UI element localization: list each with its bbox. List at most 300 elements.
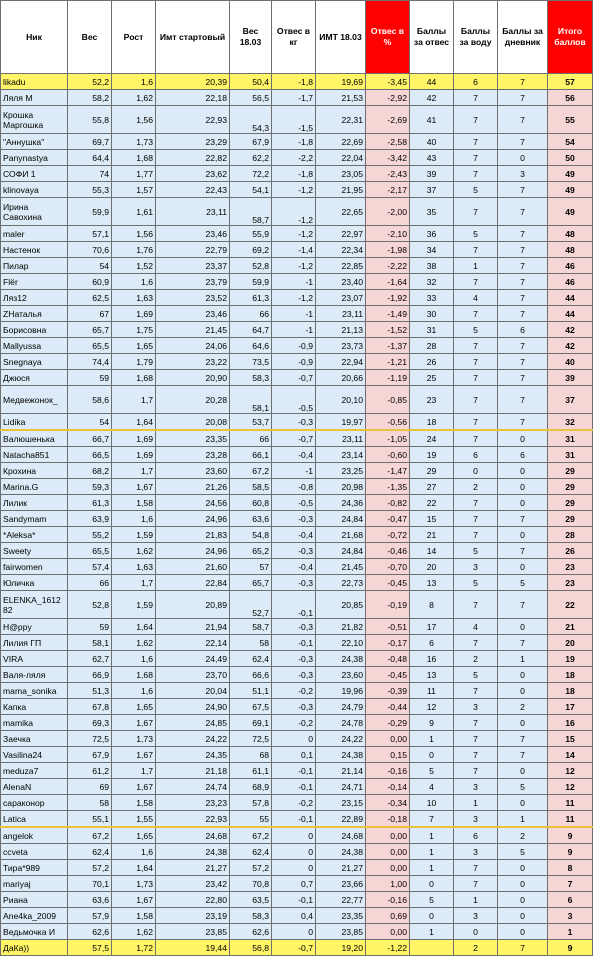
cell-weight: 63,9	[68, 511, 112, 527]
cell-bmi-date: 23,14	[316, 447, 366, 463]
cell-height: 1,59	[112, 591, 156, 619]
cell-weight-date: 58,7	[230, 619, 272, 635]
cell-points-diary: 7	[498, 274, 548, 290]
cell-bmi-date: 20,10	[316, 386, 366, 414]
cell-bmi-date: 23,25	[316, 463, 366, 479]
cell-loss-percent: -1,47	[366, 463, 410, 479]
cell-total-points: 7	[548, 876, 593, 892]
cell-loss-percent: -0,48	[366, 651, 410, 667]
cell-weight-date: 65,7	[230, 575, 272, 591]
cell-total-points: 26	[548, 543, 593, 559]
cell-points-water: 7	[454, 134, 498, 150]
cell-weight: 54	[68, 258, 112, 274]
cell-total-points: 42	[548, 322, 593, 338]
cell-nick: СОФИ 1	[1, 166, 68, 182]
cell-loss-kg: -1,2	[272, 226, 316, 242]
cell-bmi-date: 20,98	[316, 479, 366, 495]
cell-total-points: 49	[548, 198, 593, 226]
cell-total-points: 49	[548, 182, 593, 198]
cell-total-points: 15	[548, 731, 593, 747]
cell-nick: Борисовна	[1, 322, 68, 338]
cell-points-loss: 10	[410, 795, 454, 811]
cell-weight: 59,3	[68, 479, 112, 495]
table-row	[1, 226, 593, 242]
cell-height: 1,62	[112, 924, 156, 940]
cell-weight: 66,5	[68, 447, 112, 463]
cell-loss-kg: -1,8	[272, 134, 316, 150]
cell-loss-percent: -2,17	[366, 182, 410, 198]
cell-loss-kg: -1,2	[272, 290, 316, 306]
cell-weight-date: 58,5	[230, 479, 272, 495]
cell-total-points: 14	[548, 747, 593, 763]
cell-loss-percent: -0,70	[366, 559, 410, 575]
cell-loss-kg: 0	[272, 827, 316, 844]
cell-points-loss: 9	[410, 715, 454, 731]
cell-height: 1,7	[112, 575, 156, 591]
header-points-diary: Баллы за дневник	[498, 1, 548, 74]
cell-loss-kg: -0,1	[272, 635, 316, 651]
cell-total-points: 23	[548, 559, 593, 575]
cell-loss-kg: -0,3	[272, 414, 316, 431]
cell-loss-percent: -0,17	[366, 635, 410, 651]
cell-points-diary: 0	[498, 150, 548, 166]
cell-points-loss: 1	[410, 827, 454, 844]
cell-points-diary: 2	[498, 827, 548, 844]
cell-weight: 57,1	[68, 226, 112, 242]
cell-loss-percent: -1,19	[366, 370, 410, 386]
table-row	[1, 495, 593, 511]
cell-weight: 55,3	[68, 182, 112, 198]
cell-points-loss: 41	[410, 106, 454, 134]
cell-bmi-start: 23,19	[156, 908, 230, 924]
cell-height: 1,6	[112, 651, 156, 667]
cell-points-loss: 26	[410, 354, 454, 370]
cell-points-loss: 12	[410, 699, 454, 715]
cell-points-water: 6	[454, 447, 498, 463]
cell-loss-kg: -0,4	[272, 527, 316, 543]
cell-loss-kg: -0,2	[272, 795, 316, 811]
cell-points-diary: 7	[498, 635, 548, 651]
cell-loss-kg: 0	[272, 924, 316, 940]
cell-nick: Mallyussa	[1, 338, 68, 354]
cell-points-loss: 35	[410, 198, 454, 226]
cell-points-water: 3	[454, 779, 498, 795]
table-row	[1, 763, 593, 779]
table-row	[1, 779, 593, 795]
cell-weight-date: 63,6	[230, 511, 272, 527]
cell-points-loss: 7	[410, 811, 454, 828]
cell-weight: 74	[68, 166, 112, 182]
cell-bmi-start: 24,96	[156, 511, 230, 527]
table-row	[1, 322, 593, 338]
cell-weight-date: 60,8	[230, 495, 272, 511]
cell-height: 1,67	[112, 715, 156, 731]
cell-total-points: 48	[548, 226, 593, 242]
cell-weight-date: 57	[230, 559, 272, 575]
cell-points-diary: 2	[498, 699, 548, 715]
cell-loss-kg: 0,1	[272, 747, 316, 763]
cell-weight: 66,7	[68, 430, 112, 447]
cell-weight: 67,8	[68, 699, 112, 715]
cell-total-points: 56	[548, 90, 593, 106]
cell-nick: Sandymam	[1, 511, 68, 527]
cell-bmi-start: 22,43	[156, 182, 230, 198]
cell-bmi-start: 20,39	[156, 74, 230, 90]
cell-points-diary: 7	[498, 106, 548, 134]
table-row	[1, 338, 593, 354]
cell-bmi-start: 23,29	[156, 134, 230, 150]
cell-nick: Ведьмочка И	[1, 924, 68, 940]
cell-total-points: 21	[548, 619, 593, 635]
cell-loss-kg: -1,8	[272, 74, 316, 90]
cell-loss-percent: -1,05	[366, 430, 410, 447]
cell-bmi-date: 23,60	[316, 667, 366, 683]
cell-loss-kg: -2,2	[272, 150, 316, 166]
cell-weight: 67,2	[68, 827, 112, 844]
cell-points-diary: 0	[498, 527, 548, 543]
cell-weight-date: 52,7	[230, 591, 272, 619]
cell-loss-percent: 0,15	[366, 747, 410, 763]
cell-height: 1,6	[112, 274, 156, 290]
cell-weight-date: 58,7	[230, 198, 272, 226]
cell-loss-kg: -1,2	[272, 198, 316, 226]
cell-total-points: 37	[548, 386, 593, 414]
cell-bmi-date: 20,85	[316, 591, 366, 619]
cell-loss-percent: 0,00	[366, 844, 410, 860]
cell-height: 1,6	[112, 511, 156, 527]
cell-points-loss: 44	[410, 74, 454, 90]
cell-points-water: 3	[454, 908, 498, 924]
cell-points-water: 4	[454, 290, 498, 306]
cell-loss-kg: -0,2	[272, 715, 316, 731]
header-bmi-date: ИМТ 18.03	[316, 1, 366, 74]
cell-points-loss: 20	[410, 559, 454, 575]
cell-loss-percent: -2,43	[366, 166, 410, 182]
table-row	[1, 527, 593, 543]
cell-points-loss: 25	[410, 370, 454, 386]
table-row	[1, 667, 593, 683]
cell-points-loss: 38	[410, 258, 454, 274]
cell-bmi-date: 23,66	[316, 876, 366, 892]
cell-points-water: 2	[454, 651, 498, 667]
cell-nick: mama_sonika	[1, 683, 68, 699]
cell-bmi-start: 21,27	[156, 860, 230, 876]
cell-total-points: 29	[548, 511, 593, 527]
cell-points-diary: 7	[498, 731, 548, 747]
cell-bmi-start: 24,06	[156, 338, 230, 354]
cell-weight-date: 62,4	[230, 651, 272, 667]
cell-bmi-date: 24,79	[316, 699, 366, 715]
table-row	[1, 651, 593, 667]
cell-nick: Ирина Савохина	[1, 198, 68, 226]
cell-weight: 68,2	[68, 463, 112, 479]
cell-weight-date: 53,7	[230, 414, 272, 431]
cell-points-loss: 27	[410, 479, 454, 495]
cell-loss-percent: -0,39	[366, 683, 410, 699]
cell-bmi-start: 22,93	[156, 811, 230, 828]
cell-points-water: 7	[454, 338, 498, 354]
cell-nick: Юличка	[1, 575, 68, 591]
cell-nick: Лилия ГП	[1, 635, 68, 651]
cell-weight-date: 51,1	[230, 683, 272, 699]
table-row	[1, 182, 593, 198]
cell-points-loss: 15	[410, 511, 454, 527]
cell-bmi-date: 23,85	[316, 924, 366, 940]
cell-loss-percent: -3,42	[366, 150, 410, 166]
cell-total-points: 32	[548, 414, 593, 431]
cell-height: 1,52	[112, 258, 156, 274]
table-row	[1, 258, 593, 274]
cell-weight: 66,9	[68, 667, 112, 683]
header-row	[1, 1, 593, 74]
cell-loss-percent: -0,82	[366, 495, 410, 511]
cell-points-water: 6	[454, 74, 498, 90]
cell-loss-percent: -0,44	[366, 699, 410, 715]
cell-points-diary: 1	[498, 811, 548, 828]
cell-points-water: 7	[454, 106, 498, 134]
cell-bmi-date: 21,95	[316, 182, 366, 198]
cell-points-water: 1	[454, 795, 498, 811]
cell-bmi-start: 20,08	[156, 414, 230, 431]
cell-points-water: 7	[454, 511, 498, 527]
cell-height: 1,65	[112, 827, 156, 844]
cell-bmi-date: 22,85	[316, 258, 366, 274]
cell-loss-kg: -0,7	[272, 940, 316, 956]
cell-bmi-date: 24,71	[316, 779, 366, 795]
cell-height: 1,77	[112, 166, 156, 182]
cell-bmi-start: 21,45	[156, 322, 230, 338]
cell-weight: 54	[68, 414, 112, 431]
cell-points-water: 7	[454, 635, 498, 651]
cell-weight-date: 58,3	[230, 908, 272, 924]
cell-total-points: 23	[548, 575, 593, 591]
cell-loss-kg: -1,7	[272, 90, 316, 106]
cell-weight-date: 67,9	[230, 134, 272, 150]
table-row	[1, 924, 593, 940]
cell-weight: 58,2	[68, 90, 112, 106]
cell-weight-date: 67,2	[230, 463, 272, 479]
cell-bmi-start: 23,42	[156, 876, 230, 892]
cell-points-water: 0	[454, 463, 498, 479]
cell-loss-kg: -1,2	[272, 258, 316, 274]
table-row	[1, 591, 593, 619]
table-row	[1, 892, 593, 908]
cell-bmi-date: 22,89	[316, 811, 366, 828]
cell-bmi-start: 21,94	[156, 619, 230, 635]
cell-weight-date: 58,1	[230, 386, 272, 414]
cell-loss-kg: -0,8	[272, 479, 316, 495]
cell-height: 1,67	[112, 892, 156, 908]
cell-weight-date: 56,5	[230, 90, 272, 106]
cell-height: 1,79	[112, 354, 156, 370]
cell-loss-kg: -0,7	[272, 370, 316, 386]
table-row	[1, 150, 593, 166]
cell-points-diary: 0	[498, 924, 548, 940]
cell-loss-percent: -2,92	[366, 90, 410, 106]
cell-bmi-start: 22,93	[156, 106, 230, 134]
cell-bmi-start: 23,60	[156, 463, 230, 479]
cell-weight-date: 62,2	[230, 150, 272, 166]
cell-total-points: 29	[548, 495, 593, 511]
cell-weight: 61,3	[68, 495, 112, 511]
cell-nick: Крошка Маргошка	[1, 106, 68, 134]
cell-total-points: 44	[548, 306, 593, 322]
cell-nick: ДаКа))	[1, 940, 68, 956]
cell-points-water: 7	[454, 198, 498, 226]
table-row	[1, 715, 593, 731]
cell-points-water: 1	[454, 258, 498, 274]
cell-total-points: 11	[548, 795, 593, 811]
cell-weight: 62,7	[68, 651, 112, 667]
cell-weight: 57,5	[68, 940, 112, 956]
cell-loss-kg: -0,1	[272, 892, 316, 908]
cell-loss-kg: 0	[272, 844, 316, 860]
cell-points-water: 1	[454, 892, 498, 908]
cell-points-water: 7	[454, 763, 498, 779]
cell-loss-kg: -0,9	[272, 354, 316, 370]
cell-height: 1,58	[112, 908, 156, 924]
cell-loss-kg: -0,3	[272, 651, 316, 667]
cell-height: 1,58	[112, 495, 156, 511]
cell-bmi-start: 20,28	[156, 386, 230, 414]
cell-loss-kg: -1	[272, 274, 316, 290]
cell-points-loss: 34	[410, 242, 454, 258]
cell-loss-kg: -1,4	[272, 242, 316, 258]
cell-nick: Лилик	[1, 495, 68, 511]
cell-nick: Валюшенька	[1, 430, 68, 447]
cell-bmi-date: 22,04	[316, 150, 366, 166]
cell-loss-percent: -0,51	[366, 619, 410, 635]
cell-nick: Ляля М	[1, 90, 68, 106]
cell-loss-percent: 0,00	[366, 827, 410, 844]
cell-points-water: 7	[454, 386, 498, 414]
cell-weight-date: 73,5	[230, 354, 272, 370]
cell-points-loss: 28	[410, 338, 454, 354]
cell-height: 1,69	[112, 447, 156, 463]
cell-bmi-start: 23,46	[156, 226, 230, 242]
cell-points-diary: 0	[498, 559, 548, 575]
cell-weight-date: 66	[230, 306, 272, 322]
cell-height: 1,76	[112, 242, 156, 258]
cell-points-water: 7	[454, 150, 498, 166]
cell-points-water: 7	[454, 90, 498, 106]
table-row	[1, 370, 593, 386]
cell-total-points: 1	[548, 924, 593, 940]
cell-total-points: 29	[548, 479, 593, 495]
cell-bmi-date: 24,78	[316, 715, 366, 731]
cell-weight: 55,8	[68, 106, 112, 134]
cell-weight: 67	[68, 306, 112, 322]
cell-nick: сараконор	[1, 795, 68, 811]
cell-points-diary: 7	[498, 182, 548, 198]
table-row	[1, 811, 593, 828]
cell-points-water: 2	[454, 940, 498, 956]
cell-bmi-date: 23,73	[316, 338, 366, 354]
cell-bmi-date: 21,13	[316, 322, 366, 338]
cell-bmi-date: 24,22	[316, 731, 366, 747]
cell-points-water: 7	[454, 274, 498, 290]
cell-bmi-date: 24,36	[316, 495, 366, 511]
cell-weight-date: 54,8	[230, 527, 272, 543]
cell-total-points: 42	[548, 338, 593, 354]
table-row	[1, 166, 593, 182]
cell-bmi-start: 24,38	[156, 844, 230, 860]
cell-total-points: 55	[548, 106, 593, 134]
cell-total-points: 22	[548, 591, 593, 619]
table-row	[1, 860, 593, 876]
cell-nick: mariyaj	[1, 876, 68, 892]
cell-loss-percent: -1,21	[366, 354, 410, 370]
cell-weight-date: 64,6	[230, 338, 272, 354]
cell-points-water: 6	[454, 827, 498, 844]
cell-height: 1,6	[112, 844, 156, 860]
cell-height: 1,65	[112, 699, 156, 715]
table-row	[1, 683, 593, 699]
cell-loss-kg: 0	[272, 860, 316, 876]
cell-points-loss: 0	[410, 876, 454, 892]
cell-bmi-start: 21,26	[156, 479, 230, 495]
cell-height: 1,75	[112, 322, 156, 338]
header-height: Рост	[112, 1, 156, 74]
cell-points-loss: 42	[410, 90, 454, 106]
cell-points-diary: 0	[498, 619, 548, 635]
cell-nick: angelok	[1, 827, 68, 844]
cell-total-points: 17	[548, 699, 593, 715]
cell-points-loss: 30	[410, 306, 454, 322]
cell-loss-percent: -2,69	[366, 106, 410, 134]
cell-bmi-start: 23,11	[156, 198, 230, 226]
cell-points-water: 5	[454, 543, 498, 559]
cell-loss-percent: -0,29	[366, 715, 410, 731]
cell-points-loss: 22	[410, 495, 454, 511]
cell-points-diary: 0	[498, 430, 548, 447]
cell-points-loss: 4	[410, 779, 454, 795]
cell-points-diary: 1	[498, 651, 548, 667]
cell-weight: 70,6	[68, 242, 112, 258]
cell-loss-percent: -0,19	[366, 591, 410, 619]
cell-nick: Джюся	[1, 370, 68, 386]
cell-nick: Natacha851	[1, 447, 68, 463]
cell-loss-percent: -0,72	[366, 527, 410, 543]
cell-loss-kg: -0,1	[272, 811, 316, 828]
table-row	[1, 619, 593, 635]
table-row	[1, 635, 593, 651]
cell-points-water: 7	[454, 414, 498, 431]
cell-loss-kg: 0	[272, 731, 316, 747]
cell-bmi-date: 23,11	[316, 306, 366, 322]
cell-points-diary: 7	[498, 258, 548, 274]
cell-height: 1,57	[112, 182, 156, 198]
cell-nick: Пилар	[1, 258, 68, 274]
cell-weight-date: 66,6	[230, 667, 272, 683]
cell-height: 1,63	[112, 559, 156, 575]
cell-nick: likadu	[1, 74, 68, 90]
cell-weight-date: 72,5	[230, 731, 272, 747]
cell-total-points: 11	[548, 811, 593, 828]
cell-nick: AlenaN	[1, 779, 68, 795]
cell-loss-percent: -2,00	[366, 198, 410, 226]
cell-nick: VIRA	[1, 651, 68, 667]
cell-points-loss: 21	[410, 527, 454, 543]
cell-loss-percent: -0,45	[366, 575, 410, 591]
cell-points-diary: 7	[498, 242, 548, 258]
table-row	[1, 198, 593, 226]
cell-bmi-start: 24,74	[156, 779, 230, 795]
cell-bmi-date: 23,05	[316, 166, 366, 182]
cell-points-diary: 5	[498, 575, 548, 591]
cell-points-loss: 43	[410, 150, 454, 166]
cell-total-points: 48	[548, 242, 593, 258]
